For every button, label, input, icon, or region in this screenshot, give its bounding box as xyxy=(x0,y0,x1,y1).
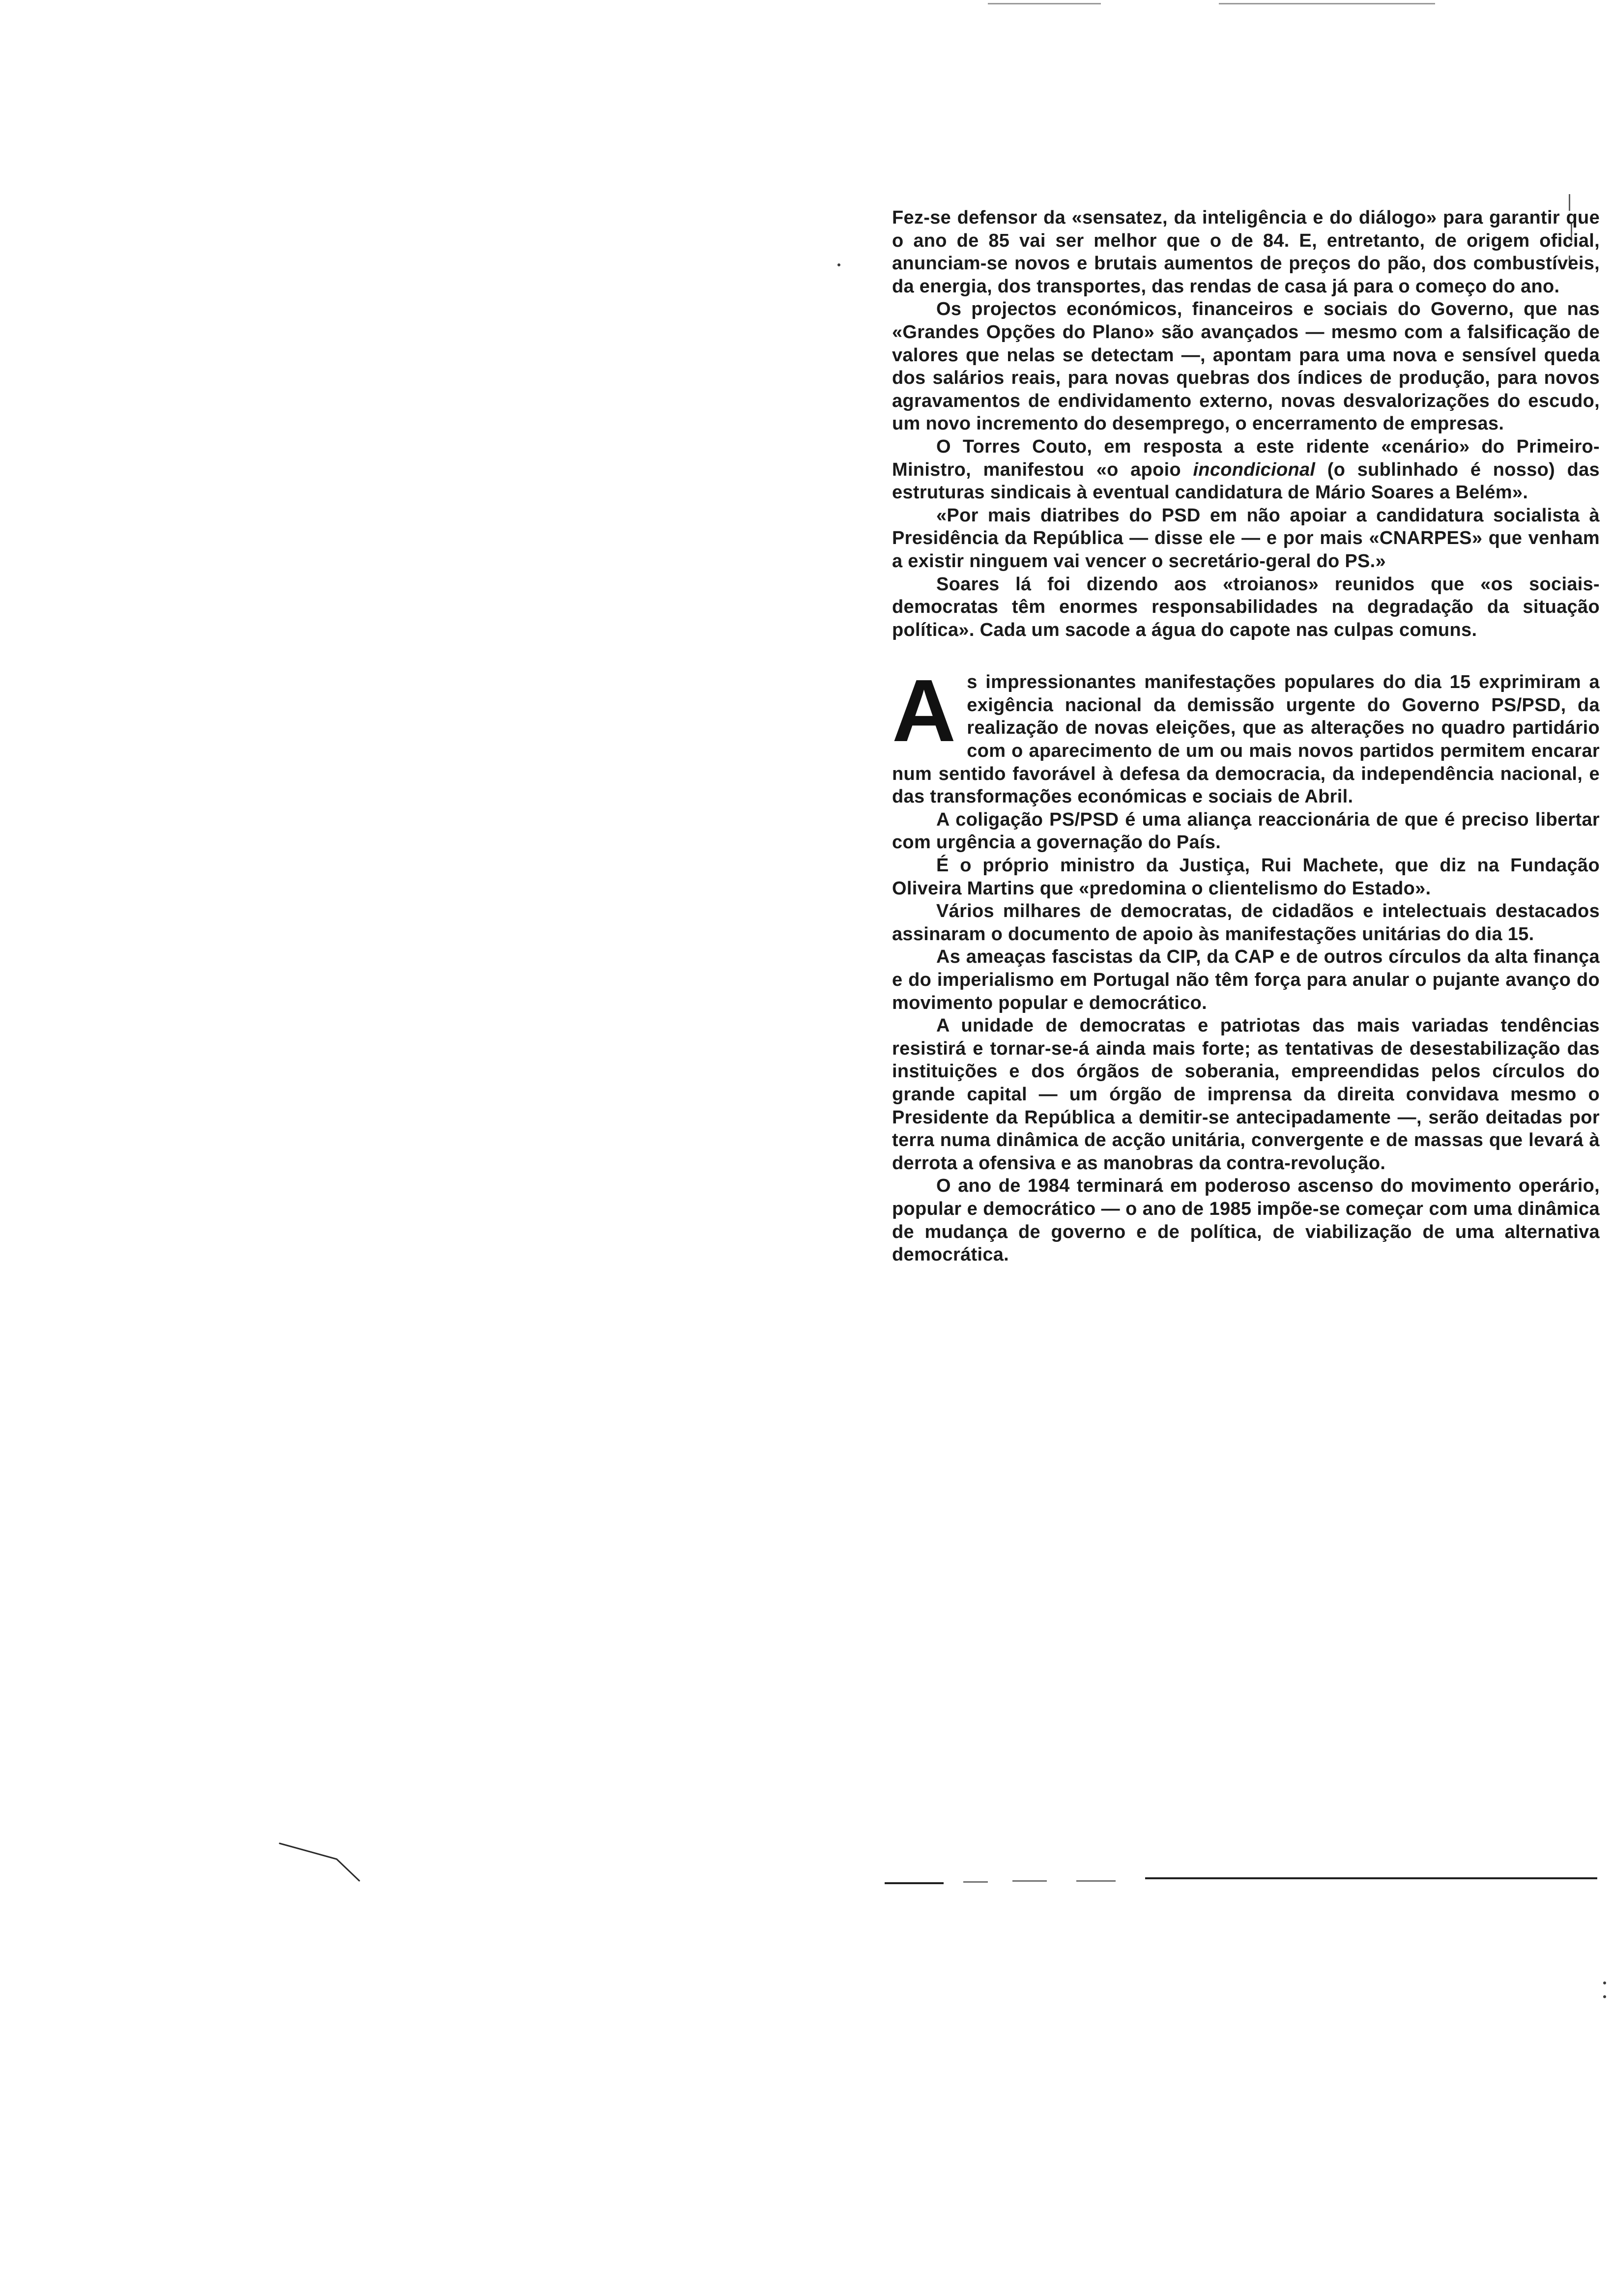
article-column xyxy=(892,206,1600,1266)
italic-word: incondicional xyxy=(1193,459,1316,480)
paragraph: A unidade de democratas e patriotas das mais variadas tendências resistirá e tornar-se-á ainda mais forte; as tentativas de desestabilização das instituições e dos órgãos de soberania, empreendidas pelos círculos do grande capital — um órgão de imprensa da direita convidava mesmo o Presidente da República a demitir-se antecipadamente —, serão deitadas por terra numa dinâmica de acção unitária, convergente e de massas que levará à derrota a ofensiva e as manobras da contra-revolução. xyxy=(892,1015,1600,1174)
margin-speck xyxy=(1603,1995,1606,1998)
paragraph: É o próprio ministro da Justiça, Rui Machete, que diz na Fundação Oliveira Martins que «predomina o clientelismo do Estado». xyxy=(892,855,1600,899)
paragraph-text: (o sublinhado é nosso) das estruturas sindicais à eventual candidatura de Mário Soares a Belém». xyxy=(892,459,1600,503)
paragraph: A coligação PS/PSD é uma aliança reaccionária de que é preciso libertar com urgência a governação do País. xyxy=(892,809,1600,853)
article-section-one xyxy=(892,206,1600,641)
pen-stroke-mark xyxy=(278,1840,361,1885)
paragraph xyxy=(892,435,1600,504)
closing-rule-left xyxy=(885,1882,944,1884)
closing-rule-right xyxy=(1145,1877,1597,1879)
paragraph: Soares lá foi dizendo aos «troianos» reunidos que «os sociais-democratas têm enormes responsabilidades na degradação da situação política». Cada um sacode a água do capote nas culpas comuns. xyxy=(892,574,1600,640)
paragraph: Os projectos económicos, financeiros e sociais do Governo, que nas «Grandes Opções do Plano» são avançados — mesmo com a falsificação de valores que nelas se detectam —, apontam para uma nova e sensível queda dos salários reais, para novas quebras dos índices de produção, para novos agravamentos de endividamento externo, novas desvalorizações do escudo, um novo incremento do desemprego, o encerramento de empresas. xyxy=(892,299,1600,434)
article-section-two xyxy=(892,661,1600,1266)
dropcap-paragraph xyxy=(892,661,1600,808)
closing-rule-dash xyxy=(1012,1880,1047,1882)
paragraph: O ano de 1984 terminará em poderoso ascenso do movimento operário, popular e democrático — o ano de 1985 impõe-se começar com uma dinâmica de mudança de governo e de política, de viabilização de uma alternativa democrática. xyxy=(892,1176,1600,1265)
left-speck xyxy=(837,263,840,266)
paragraph: «Por mais diatribes do PSD em não apoiar a candidatura socialista à Presidência da República — disse ele — e por mais «CNARPES» que venham a existir ninguem vai vencer o secretário-geral do PS.» xyxy=(892,505,1600,572)
margin-speck xyxy=(1603,1981,1606,1984)
paragraph: Vários milhares de democratas, de cidadãos e intelectuais destacados assinaram o documento de apoio às manifestações unitárias do dia 15. xyxy=(892,901,1600,945)
paragraph: As ameaças fascistas da CIP, da CAP e de outros círculos da alta finança e do imperialismo em Portugal não têm força para anular o pujante avanço do movimento popular e democrático. xyxy=(892,947,1600,1013)
drop-cap: A xyxy=(892,661,956,761)
paragraph: Fez-se defensor da «sensatez, da inteligência e do diálogo» para garantir que o ano de 85 vai ser melhor que o de 84. E, entretanto, de origem oficial, anunciam-se novos e brutais aumentos de preços do pão, dos combustíveis, da energia, dos transportes, das rendas de casa já para o começo do ano. xyxy=(892,207,1600,297)
paragraph-text: s impressionantes manifestações populares do dia 15 exprimiram a exigência nacional da demissão urgente do Governo PS/PSD, da realização de novas eleições, que as alterações no quadro partidário com o aparecimento de um ou mais novos partidos permitem encarar num sentido favorável à defesa da democracia, da independência nacional, e das transformações económicas e sociais de Abril. xyxy=(892,672,1600,807)
paragraph-text: O Torres Couto, em resposta a este ridente «cenário» do Primeiro-Ministro, manifestou «o apoio xyxy=(892,436,1600,480)
closing-rule-dash xyxy=(1076,1880,1116,1882)
closing-rule-dash xyxy=(963,1881,988,1883)
top-scan-line-right xyxy=(1219,3,1435,4)
top-scan-line-left xyxy=(988,3,1101,4)
